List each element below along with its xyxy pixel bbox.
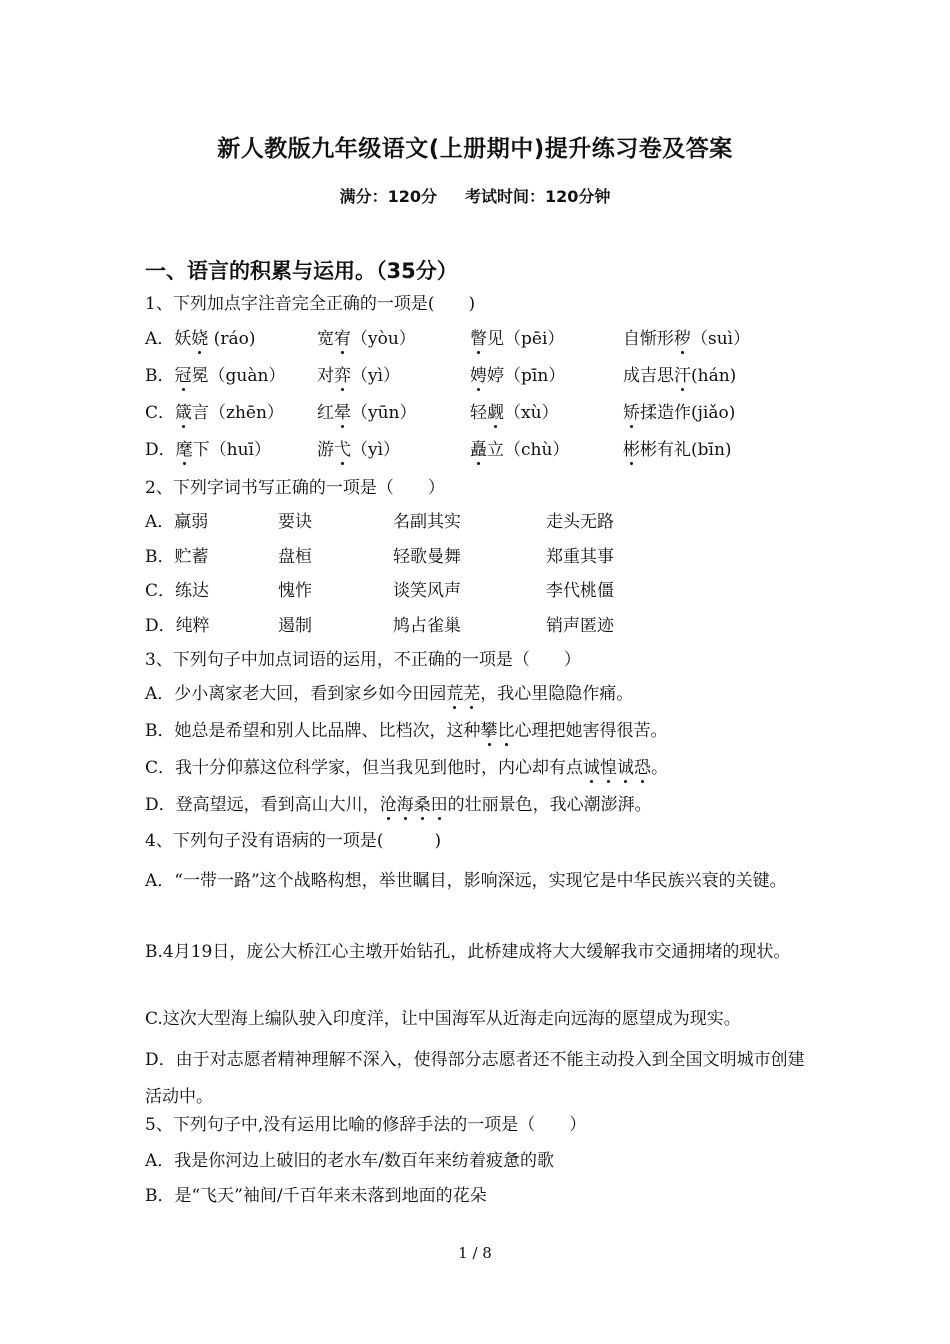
option-item [470,364,565,388]
dotted-char: 矗 [470,440,487,460]
word-text: 郑重其事 [546,547,614,567]
word-text: 鸠占雀巢 [393,616,461,636]
option-label: A． [145,512,175,532]
dotted-char: 诚 [617,758,635,778]
page-title: 新人教版九年级语文(上册期中)提升练习卷及答案 [217,136,733,162]
option-item [145,401,284,425]
full-score: 满分：120分 [339,187,437,206]
dotted-char: 荒 [446,684,464,704]
option-item [145,327,255,351]
dotted-char: 汗 [674,366,691,386]
dotted-char: 沧 [379,795,397,815]
option-item [470,327,564,351]
option-word [145,614,210,638]
word-text: 贮蓄 [174,547,209,567]
word-text: 谈笑风声 [393,581,461,601]
word-text: 愧怍 [278,581,312,601]
option-label: C． [145,581,176,601]
exam-time: 考试时间：120分钟 [465,187,611,206]
q2-stem: 2、下列字词书写正确的一项是（ ） [145,478,445,498]
dotted-char: 冠 [174,366,192,386]
sentence-text: 。 [651,758,669,778]
q4-option-c: C.这次大型海上编队驶入印度洋，让中国海军从近海走向远海的愿望成为现实。 [145,1009,741,1029]
option-word [278,579,312,603]
item-text: 下（huī） [192,440,271,460]
q3-option-a [145,682,633,706]
q4-stem: 4、下列句子没有语病的一项是( ) [145,831,442,851]
page-number: 1 / 8 [458,1244,492,1262]
word-text: 销声匿迹 [546,616,614,636]
q2-option-row [145,614,745,638]
dotted-char: 秽 [674,329,691,349]
word-text: 李代桃僵 [546,581,614,601]
dotted-char: 惶 [600,758,618,778]
item-text: 见（pēi） [487,329,565,349]
item-text: （yì） [351,366,401,386]
item-text: 立（chù） [487,440,570,460]
option-item [470,438,569,462]
q2-option-row [145,579,745,603]
dotted-char: 弋 [334,440,351,460]
q3-stem: 3、下列句子中加点词语的运用，不正确的一项是（ ） [145,650,581,670]
option-word [278,510,312,534]
word-text: 走头无路 [546,512,614,532]
dotted-char: 桑 [413,795,431,815]
q1-option-row [145,327,825,351]
option-word [278,545,312,569]
dotted-char: 矫 [623,403,640,423]
item-text: 红 [317,403,334,423]
option-item [145,364,285,388]
q3-option-d [145,793,652,817]
word-text: 羸弱 [174,512,209,532]
dotted-char: 彬 [623,440,640,460]
word-text: 纯粹 [175,616,210,636]
item-text: (ráo) [208,329,256,349]
option-item [317,327,416,351]
dotted-char: 觑 [487,403,504,423]
item-text: 成吉思 [623,366,674,386]
item-text: （xù） [504,403,559,423]
option-item [317,438,400,462]
q4-option-d: D．由于对志愿者精神理解不深入，使得部分志愿者还不能主动投入到全国文明城市创建活动中。 [145,1050,805,1107]
dotted-char: 海 [396,795,414,815]
option-word [393,545,461,569]
sentence-text: A．少小离家老大回，看到家乡如今田园 [145,684,447,704]
item-text: (hán) [691,366,737,386]
sentence-text: D．登高望远，看到高山大川， [145,795,380,815]
dotted-char: 宥 [334,329,351,349]
word-text: 盘桓 [278,547,312,567]
option-label: C． [145,403,176,423]
item-text: 揉造作(jiǎo) [640,403,736,423]
sentence-text: ，我心里隐隐作痛。 [480,684,634,704]
q2-option-row [145,510,745,534]
option-word [145,545,209,569]
option-item [623,401,735,425]
dotted-char: 诚 [583,758,601,778]
option-item [623,364,736,388]
option-item [623,438,732,462]
dotted-char: 娆 [191,329,209,349]
word-text: 要诀 [278,512,312,532]
item-text: 游 [317,440,334,460]
q5-stem: 5、下列句子中,没有运用比喻的修辞手法的一项是（ ） [145,1115,587,1135]
q1-option-row [145,438,825,462]
exam-info [0,184,950,207]
sentence-text: 的壮丽景色，我心潮澎湃。 [447,795,652,815]
dotted-char: 麾 [175,440,193,460]
dotted-char: 娉 [470,366,487,386]
item-text: 对 [317,366,334,386]
section-heading: 一、语言的积累与运用。（35分） [145,259,458,283]
dotted-char: 比 [497,721,515,741]
item-text: 言（zhēn） [192,403,284,423]
q1-option-row [145,364,825,388]
word-text: 轻歌曼舞 [393,547,461,567]
q5-option-b: B．是“飞天”袖间/千百年来未落到地面的花朵 [145,1186,487,1206]
dotted-char: 瞥 [470,329,487,349]
q3-option-b [145,719,668,743]
option-label: B． [145,366,175,386]
item-text: （suì） [691,329,751,349]
word-text: 遏制 [278,616,312,636]
item-text: 冕（guàn） [191,366,286,386]
q4-option-b: B.4月19日，庞公大桥江心主墩开始钻孔，此桥建成将大大缓解我市交通拥堵的现状。 [145,942,791,962]
option-label: A． [145,329,175,349]
option-word [546,579,614,603]
q1-stem: 1、下列加点字注音完全正确的一项是( ) [145,294,476,314]
q2-option-row [145,545,745,569]
item-text: （yūn） [351,403,417,423]
option-item [317,364,400,388]
option-label: B． [145,547,175,567]
item-text: （yì） [351,440,401,460]
item-text: （yòu） [351,329,416,349]
dotted-char: 箴 [175,403,193,423]
q4-option-a: A．“一带一路”这个战略构想，举世瞩目，影响深远，实现它是中华民族兴衰的关键。 [145,871,787,891]
dotted-char: 晕 [334,403,351,423]
q1-option-row [145,401,825,425]
option-word [393,579,461,603]
q5-option-a: A．我是你河边上破旧的老水车/数百年来纺着疲惫的歌 [145,1151,555,1171]
dotted-char: 攀 [480,721,498,741]
option-item [470,401,559,425]
option-item [145,438,271,462]
option-word [278,614,312,638]
dotted-char: 弈 [334,366,351,386]
item-text: 宽 [317,329,334,349]
dotted-char: 田 [430,795,448,815]
option-label: D． [145,440,176,460]
item-text: 彬有礼(bīn) [640,440,732,460]
sentence-text: B．她总是希望和别人比品牌、比档次，这种 [145,721,481,741]
item-text: 婷（pīn） [487,366,566,386]
word-text: 练达 [175,581,210,601]
dotted-char: 芜 [463,684,481,704]
option-label: D． [145,616,176,636]
option-word [546,614,614,638]
sentence-text: 心理把她害得很苦。 [514,721,668,741]
sentence-text: C．我十分仰慕这位科学家，但当我见到他时，内心却有点 [145,758,584,778]
option-word [145,579,209,603]
item-text: 自惭形 [623,329,674,349]
option-item [317,401,417,425]
option-word [546,510,614,534]
item-text: 妖 [174,329,192,349]
option-word [145,510,208,534]
word-text: 名副其实 [393,512,461,532]
q3-option-c [145,756,668,780]
option-word [546,545,614,569]
option-word [393,614,461,638]
dotted-char: 恐 [634,758,652,778]
item-text: 轻 [470,403,487,423]
option-item [623,327,750,351]
option-word [393,510,461,534]
